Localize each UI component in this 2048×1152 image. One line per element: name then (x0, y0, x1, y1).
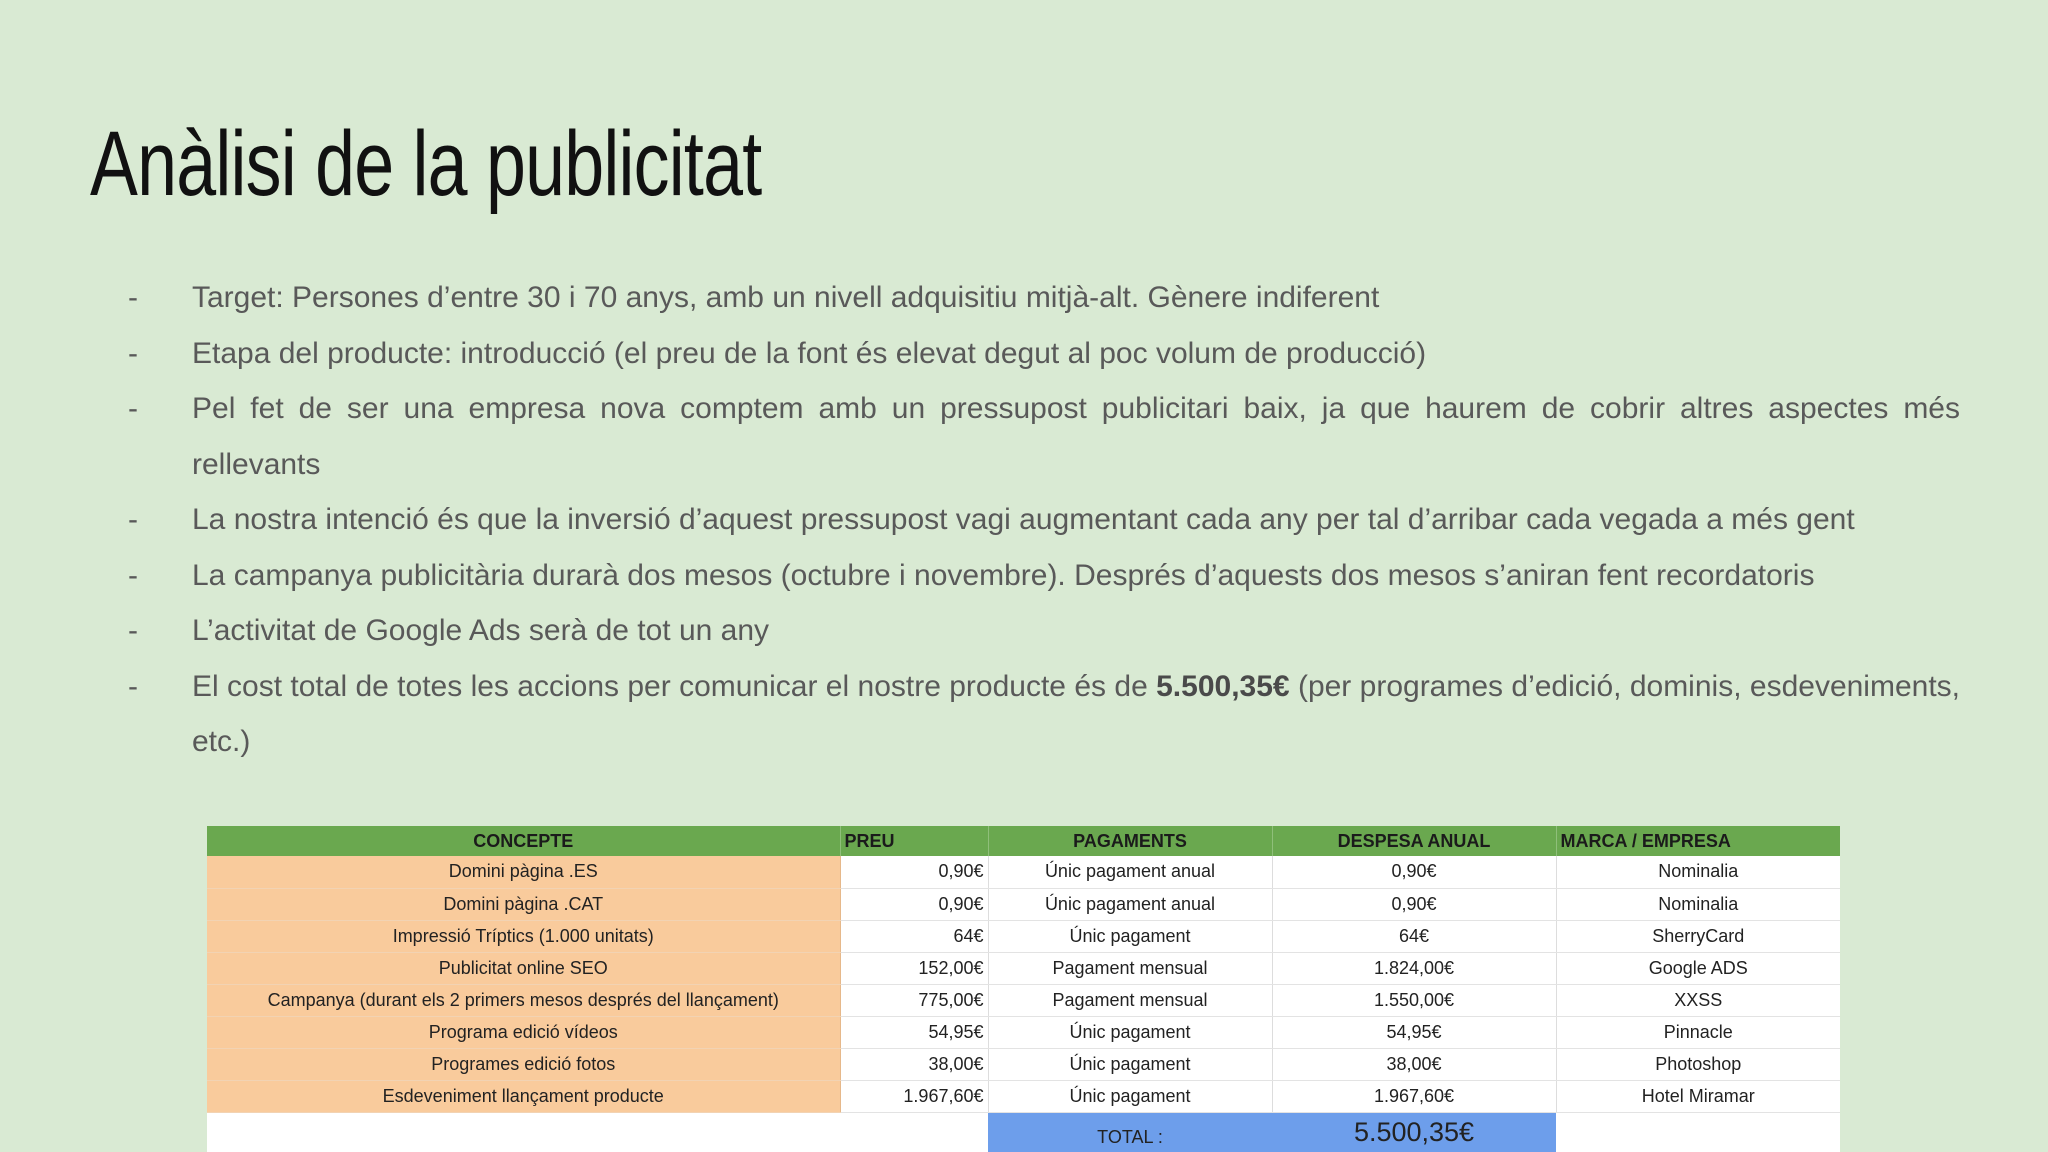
cell-preu: 775,00€ (840, 984, 988, 1016)
cell-concepte: Campanya (durant els 2 primers mesos després del llançament) (207, 984, 840, 1016)
table-row (207, 1080, 1840, 1112)
cell-concepte: Programa edició vídeos (207, 1016, 840, 1048)
bullet-list (128, 270, 1960, 770)
cell-concepte: Programes edició fotos (207, 1048, 840, 1080)
budget-table-container (207, 826, 1840, 1152)
bullet-target: - Target: Persones d’entre 30 i 70 anys, amb un nivell adquisitiu mitjà-alt. Gènere indiferent (128, 270, 1960, 326)
total-empty-cell (840, 1112, 988, 1152)
cell-marca: Photoshop (1556, 1048, 1840, 1080)
cell-despesa: 64€ (1272, 920, 1556, 952)
cell-preu: 152,00€ (840, 952, 988, 984)
budget-table (207, 826, 1840, 1152)
cell-despesa: 1.550,00€ (1272, 984, 1556, 1016)
bullet-intention: - La nostra intenció és que la inversió d’aquest pressupost vagi augmentant cada any per tal d’arribar cada vegada a més gent (128, 492, 1960, 548)
bullet-campaign: - La campanya publicitària durarà dos mesos (octubre i novembre). Després d’aquests dos mesos s’aniran fent recordatoris (128, 548, 1960, 604)
cell-concepte: Domini pàgina .CAT (207, 888, 840, 920)
header-marca-empresa: MARCA / EMPRESA (1556, 826, 1840, 856)
cell-despesa: 1.967,60€ (1272, 1080, 1556, 1112)
total-label: TOTAL : (988, 1112, 1272, 1152)
table-row (207, 856, 1840, 888)
cell-despesa: 0,90€ (1272, 856, 1556, 888)
cell-despesa: 1.824,00€ (1272, 952, 1556, 984)
header-despesa-anual: DESPESA ANUAL (1272, 826, 1556, 856)
cell-pagaments: Únic pagament (988, 1016, 1272, 1048)
cell-marca: Hotel Miramar (1556, 1080, 1840, 1112)
cell-marca: Nominalia (1556, 888, 1840, 920)
cell-despesa: 0,90€ (1272, 888, 1556, 920)
cell-concepte: Publicitat online SEO (207, 952, 840, 984)
slide-title: Anàlisi de la publicitat (90, 113, 762, 215)
total-empty-cell (207, 1112, 840, 1152)
cell-pagaments: Pagament mensual (988, 984, 1272, 1016)
cell-preu: 54,95€ (840, 1016, 988, 1048)
total-empty-cell (1556, 1112, 1840, 1152)
table-row (207, 920, 1840, 952)
cell-preu: 0,90€ (840, 856, 988, 888)
cell-pagaments: Únic pagament (988, 1080, 1272, 1112)
table-row (207, 888, 1840, 920)
cell-despesa: 54,95€ (1272, 1016, 1556, 1048)
cell-pagaments: Únic pagament anual (988, 888, 1272, 920)
header-pagaments: PAGAMENTS (988, 826, 1272, 856)
cell-marca: SherryCard (1556, 920, 1840, 952)
table-row (207, 1016, 1840, 1048)
table-row (207, 984, 1840, 1016)
table-header-row (207, 826, 1840, 856)
cell-preu: 1.967,60€ (840, 1080, 988, 1112)
cell-marca: Google ADS (1556, 952, 1840, 984)
header-concepte: CONCEPTE (207, 826, 840, 856)
cell-pagaments: Únic pagament anual (988, 856, 1272, 888)
cell-marca: Pinnacle (1556, 1016, 1840, 1048)
cell-pagaments: Pagament mensual (988, 952, 1272, 984)
total-cost-amount: 5.500,35€ (1156, 669, 1290, 703)
bullet-google-ads: - L’activitat de Google Ads serà de tot un any (128, 603, 1960, 659)
header-preu: PREU (840, 826, 988, 856)
cell-preu: 0,90€ (840, 888, 988, 920)
cell-preu: 64€ (840, 920, 988, 952)
bullet-product-stage: - Etapa del producte: introducció (el preu de la font és elevat degut al poc volum de producció) (128, 326, 1960, 382)
cell-pagaments: Únic pagament (988, 920, 1272, 952)
total-cost-text-after: (per programes d’edició, dominis, esdeveniments, etc.) (192, 669, 1961, 758)
bullet-budget: - Pel fet de ser una empresa nova comptem amb un pressupost publicitari baix, ja que haurem de cobrir altres aspectes més rellevants (128, 381, 1960, 492)
total-cost-text-before: El cost total de totes les accions per comunicar el nostre producte és de (192, 669, 1157, 703)
cell-preu: 38,00€ (840, 1048, 988, 1080)
cell-concepte: Impressió Tríptics (1.000 unitats) (207, 920, 840, 952)
cell-pagaments: Únic pagament (988, 1048, 1272, 1080)
total-value: 5.500,35€ (1272, 1112, 1556, 1152)
cell-concepte: Domini pàgina .ES (207, 856, 840, 888)
cell-concepte: Esdeveniment llançament producte (207, 1080, 840, 1112)
table-row (207, 1048, 1840, 1080)
table-total-row (207, 1112, 1840, 1152)
bullet-total-cost (128, 659, 1960, 770)
cell-marca: Nominalia (1556, 856, 1840, 888)
cell-marca: XXSS (1556, 984, 1840, 1016)
cell-despesa: 38,00€ (1272, 1048, 1556, 1080)
table-row (207, 952, 1840, 984)
